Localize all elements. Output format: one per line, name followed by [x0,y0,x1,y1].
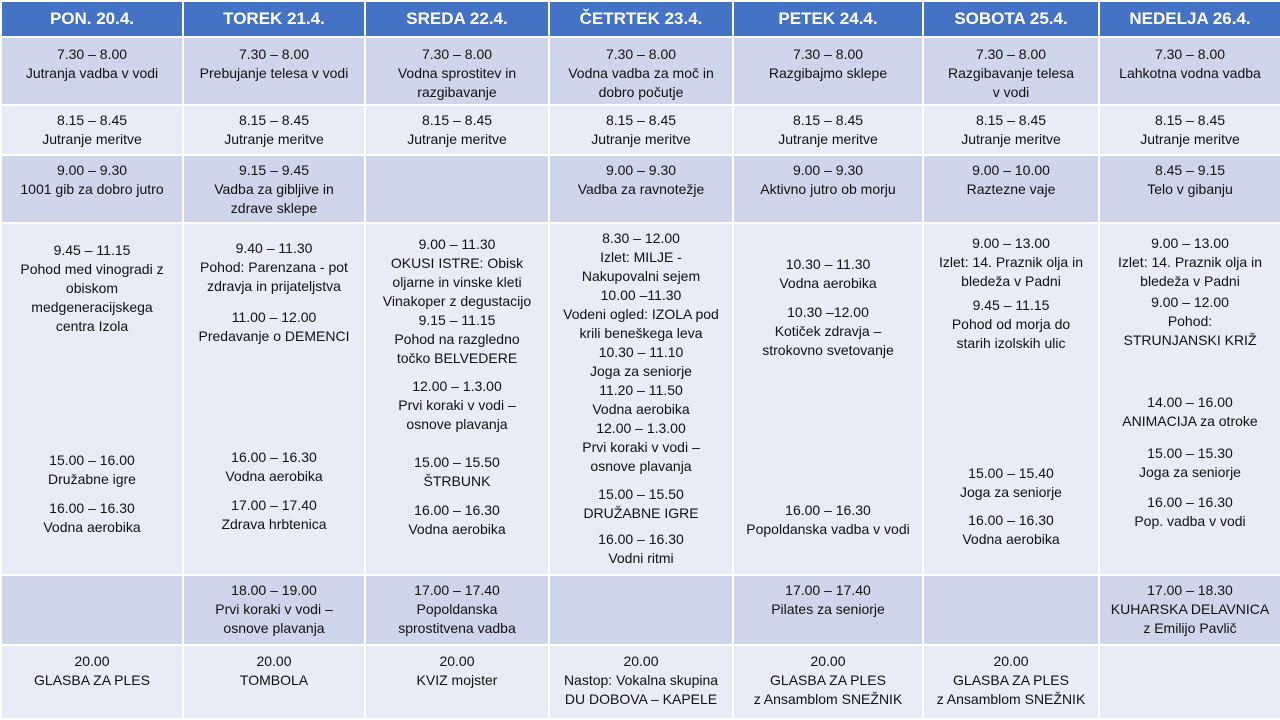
schedule-cell [1099,37,1280,105]
schedule-cell [549,37,733,105]
schedule-event [2,45,182,83]
schedule-cell [365,37,549,105]
event-time: 16.00 – 16.30 [231,449,317,465]
schedule-cell [183,223,365,575]
schedule-event [924,464,1098,502]
schedule-event [1100,444,1280,482]
event-time: 7.30 – 8.00 [975,46,1047,62]
schedule-cell [733,37,923,105]
schedule-event [550,419,732,476]
schedule-cell [365,575,549,645]
schedule-event [184,496,364,534]
schedule-cell [1099,645,1280,719]
schedule-cell [923,155,1099,223]
event-time: 9.00 – 10.00 [972,162,1050,178]
schedule-event [734,111,922,149]
event-time: 17.00 – 17.40 [414,582,500,598]
schedule-event [366,453,548,491]
schedule-event [366,45,548,102]
event-description: GLASBA ZA PLES [34,672,150,688]
event-time: 9.00 – 13.00 [1151,235,1229,251]
day-header-sunday: NEDELJA 26.4. [1099,1,1280,37]
schedule-event [734,255,922,293]
day-header-thursday: ČETRTEK 23.4. [549,1,733,37]
event-description: TOMBOLA [239,672,309,688]
event-description: Jutranja vadba v vodi [25,65,159,81]
schedule-event [184,111,364,149]
event-description: Vadba za ravnotežje [577,181,705,197]
schedule-event [1100,493,1280,531]
event-time: 15.00 – 15.50 [598,486,684,502]
event-description: z Ansamblom SNEŽNIK [753,691,903,707]
schedule-cell [183,155,365,223]
schedule-event [550,485,732,523]
event-time: 9.00 – 11.30 [418,236,496,252]
event-time: 8.45 – 9.15 [1154,162,1226,178]
event-description: OKUSI ISTRE: Obisk [390,255,524,271]
schedule-cell [183,575,365,645]
event-description: Jutranje meritve [961,131,1061,147]
event-description: obiskom [65,280,119,296]
event-description: Jutranje meritve [407,131,507,147]
event-time: 9.40 – 11.30 [235,240,313,256]
event-description: medgeneracijskega [31,299,153,315]
schedule-event [2,241,182,336]
event-description: Vinakoper z degustacijo [382,293,532,309]
event-description: Vodna aerobika [225,468,323,484]
schedule-cell [549,645,733,719]
schedule-cell [365,223,549,575]
event-time: 20.00 [993,653,1029,669]
event-time: 8.15 – 8.45 [56,112,128,128]
event-description: sprostitvena vadba [398,620,516,636]
schedule-cell [1,223,183,575]
schedule-cell [733,105,923,155]
day-header-row [1,1,1280,37]
schedule-event [550,530,732,568]
day-header-tuesday: TOREK 21.4. [183,1,365,37]
schedule-cell [1,645,183,719]
schedule-event [924,234,1098,291]
event-description: Pohod med vinogradi z [20,261,164,277]
schedule-event [2,451,182,489]
schedule-event [366,235,548,311]
schedule-event [550,111,732,149]
schedule-body [1,37,1280,719]
event-description: 1001 gib za dobro jutro [20,181,164,197]
event-description: Vodni ritmi [608,550,674,566]
schedule-cell [1099,575,1280,645]
event-description: dobro počutje [598,84,684,100]
event-time: 20.00 [623,653,659,669]
schedule-cell [923,645,1099,719]
event-time: 9.00 – 9.30 [605,162,677,178]
schedule-event [366,581,548,638]
schedule-event [366,311,548,368]
event-time: 8.15 – 8.45 [421,112,493,128]
day-header-saturday: SOBOTA 25.4. [923,1,1099,37]
event-description: Vodna aerobika [43,519,141,535]
schedule-event [1100,293,1280,350]
schedule-row [1,645,1280,719]
schedule-event [184,652,364,690]
schedule-cell [1099,105,1280,155]
event-description: osnove plavanja [223,620,325,636]
schedule-event [924,45,1098,102]
event-time: 15.00 – 15.50 [414,454,500,470]
event-description: Vodna vadba za moč in [568,65,714,81]
event-time: 20.00 [74,653,110,669]
schedule-event [550,381,732,419]
event-time: 18.00 – 19.00 [231,582,317,598]
schedule-row [1,223,1280,575]
schedule-event [366,111,548,149]
schedule-row [1,37,1280,105]
schedule-event [734,652,922,709]
schedule-event [1100,45,1280,83]
event-time: 15.00 – 15.40 [968,465,1054,481]
schedule-event [184,161,364,218]
event-time: 16.00 – 16.30 [1147,494,1233,510]
event-description: Telo v gibanju [1147,181,1233,197]
schedule-event [550,343,732,381]
schedule-event [184,448,364,486]
event-description: zdravja in prijateljstva [207,278,341,294]
event-description: Vodeni ogled: IZOLA pod [563,306,719,322]
event-description: Jutranje meritve [591,131,691,147]
event-description: Izlet: MILJE - [600,249,682,265]
event-time: 9.00 – 13.00 [972,235,1050,251]
event-description: Popoldanska [416,601,498,617]
event-description: ANIMACIJA za otroke [1122,413,1258,429]
schedule-cell [1,37,183,105]
event-description: v vodi [992,84,1030,100]
schedule-event [734,45,922,83]
event-description: Predavanje o DEMENCI [198,328,350,344]
schedule-event [734,501,922,539]
event-description: DRUŽABNE IGRE [583,505,699,521]
day-header-monday: PON. 20.4. [1,1,183,37]
schedule-event [924,652,1098,709]
schedule-event [2,161,182,199]
event-description: Vodna aerobika [592,401,690,417]
event-description: Kotiček zdravja – [774,323,882,339]
event-description: Raztezne vaje [966,181,1056,197]
schedule-event [734,303,922,360]
event-time: 16.00 – 16.30 [785,502,871,518]
event-time: 10.00 –11.30 [600,287,682,303]
schedule-row [1,575,1280,645]
event-description: Prvi koraki v vodi – [398,397,516,413]
schedule-event [924,511,1098,549]
schedule-event [1100,111,1280,149]
event-description: Vodna aerobika [408,521,506,537]
schedule-cell [733,575,923,645]
schedule-event [550,652,732,709]
event-time: 8.15 – 8.45 [238,112,310,128]
event-time: 10.30 –12.00 [787,304,869,320]
schedule-cell [733,645,923,719]
schedule-cell [183,37,365,105]
event-description: osnove plavanja [590,458,692,474]
event-description: Pohod na razgledno [394,331,520,347]
schedule-event [734,581,922,619]
schedule-event [924,161,1098,199]
event-description: oljarne in vinske kleti [392,274,522,290]
event-time: 10.30 – 11.10 [598,344,684,360]
schedule-cell [1099,155,1280,223]
event-description: Jutranje meritve [1140,131,1240,147]
schedule-cell [183,105,365,155]
schedule-cell [183,645,365,719]
event-time: 11.00 – 12.00 [231,309,317,325]
event-time: 7.30 – 8.00 [421,46,493,62]
event-description: GLASBA ZA PLES [770,672,886,688]
event-description: starih izolskih ulic [956,335,1066,351]
event-time: 7.30 – 8.00 [1154,46,1226,62]
event-description: Družabne igre [48,471,136,487]
event-description: DU DOBOVA – KAPELE [564,691,718,707]
event-description: Pop. vadba v vodi [1134,513,1246,529]
event-time: 16.00 – 16.30 [49,500,135,516]
event-description: razgibavanje [417,84,497,100]
event-time: 7.30 – 8.00 [56,46,128,62]
event-description: ŠTRBUNK [423,473,491,489]
event-description: krili beneškega leva [579,325,703,341]
schedule-cell [1099,223,1280,575]
event-description: Vodna aerobika [779,275,877,291]
event-time: 8.15 – 8.45 [792,112,864,128]
event-description: Prebujanje telesa v vodi [199,65,349,81]
event-description: Pohod: [1167,313,1213,329]
event-time: 8.15 – 8.45 [1154,112,1226,128]
event-description: bledeža v Padni [1140,273,1240,289]
event-description: KVIZ mojster [416,672,498,688]
day-header-wednesday: SREDA 22.4. [365,1,549,37]
schedule-cell [1,575,183,645]
event-time: 16.00 – 16.30 [968,512,1054,528]
event-time: 7.30 – 8.00 [605,46,677,62]
event-time: 15.00 – 15.30 [1147,445,1233,461]
schedule-cell [733,223,923,575]
event-description: točko BELVEDERE [396,350,518,366]
schedule-event [550,286,732,343]
event-description: Nakupovalni sejem [581,268,701,284]
schedule-cell [549,575,733,645]
event-description: Izlet: 14. Praznik olja in [939,254,1083,270]
event-time: 9.00 – 12.00 [1151,294,1229,310]
schedule-event [366,501,548,539]
event-time: 16.00 – 16.30 [414,502,500,518]
event-time: 9.45 – 11.15 [972,297,1050,313]
schedule-cell [923,105,1099,155]
event-description: strokovno svetovanje [762,342,894,358]
event-description: centra Izola [55,318,129,334]
event-description: Aktivno jutro ob morju [760,181,896,197]
event-description: osnove plavanja [406,416,508,432]
event-time: 20.00 [256,653,292,669]
schedule-event [184,239,364,296]
event-description: zdrave sklepe [230,200,318,216]
schedule-event [1100,393,1280,431]
event-description: Izlet: 14. Praznik olja in [1118,254,1262,270]
schedule-cell [733,155,923,223]
event-description: Zdrava hrbtenica [221,516,327,532]
event-time: 7.30 – 8.00 [792,46,864,62]
schedule-cell [923,575,1099,645]
schedule-event [2,111,182,149]
schedule-event [2,652,182,690]
event-time: 7.30 – 8.00 [238,46,310,62]
event-time: 8.15 – 8.45 [975,112,1047,128]
schedule-event [2,499,182,537]
schedule-row [1,155,1280,223]
schedule-cell [549,223,733,575]
event-description: Jutranje meritve [778,131,878,147]
schedule-event [550,45,732,102]
schedule-cell [549,105,733,155]
event-time: 15.00 – 16.00 [49,452,135,468]
schedule-event [1100,161,1280,199]
event-description: Jutranje meritve [224,131,324,147]
event-time: 8.15 – 8.45 [605,112,677,128]
event-time: 17.00 – 17.40 [785,582,871,598]
event-description: Jutranje meritve [42,131,142,147]
event-time: 9.00 – 9.30 [792,162,864,178]
event-time: 11.20 – 11.50 [599,382,683,398]
event-time: 16.00 – 16.30 [598,531,684,547]
event-time: 9.45 – 11.15 [53,242,131,258]
schedule-event [1100,234,1280,291]
event-description: Pilates za seniorje [771,601,885,617]
event-description: KUHARSKA DELAVNICA [1110,601,1270,617]
schedule-event [184,45,364,83]
event-description: Pohod: Parenzana - pot [200,259,348,275]
event-description: Razgibavanje telesa [947,65,1075,81]
event-description: Joga za seniorje [1139,464,1241,480]
schedule-row [1,105,1280,155]
event-description: z Ansamblom SNEŽNIK [936,691,1086,707]
event-description: Joga za seniorje [960,484,1062,500]
event-description: Vadba za gibljive in [214,181,334,197]
schedule-event [184,308,364,346]
schedule-event [550,161,732,199]
event-description: Popoldanska vadba v vodi [746,521,910,537]
schedule-event [184,581,364,638]
schedule-event [366,652,548,690]
schedule-cell [923,223,1099,575]
event-time: 9.15 – 11.15 [418,312,496,328]
schedule-cell [923,37,1099,105]
schedule-event [734,161,922,199]
event-description: Prvi koraki v vodi – [215,601,333,617]
event-time: 9.00 – 9.30 [56,162,128,178]
event-time: 20.00 [810,653,846,669]
event-description: Nastop: Vokalna skupina [563,672,719,688]
event-description: Lahkotna vodna vadba [1119,65,1261,81]
event-description: z Emilijo Pavlič [1143,620,1237,636]
event-time: 10.30 – 11.30 [785,256,871,272]
event-time: 14.00 – 16.00 [1147,394,1233,410]
event-description: STRUNJANSKI KRIŽ [1123,332,1257,348]
event-time: 9.15 – 9.45 [238,162,310,178]
event-description: Vodna aerobika [962,531,1060,547]
schedule-event [1100,581,1280,638]
schedule-event [924,296,1098,353]
event-time: 8.30 – 12.00 [602,230,680,246]
schedule-event [550,229,732,286]
schedule-event [924,111,1098,149]
event-time: 17.00 – 17.40 [231,497,317,513]
schedule-cell [365,645,549,719]
event-description: Pohod od morja do [951,316,1071,332]
event-description: Razgibajmo sklepe [768,65,888,81]
event-description: bledeža v Padni [961,273,1061,289]
schedule-cell [549,155,733,223]
event-description: Vodna sprostitev in [397,65,517,81]
event-time: 12.00 – 1.3.00 [596,420,686,436]
event-description: Joga za seniorje [590,363,692,379]
day-header-friday: PETEK 24.4. [733,1,923,37]
schedule-event [366,377,548,434]
schedule-cell [365,105,549,155]
event-time: 20.00 [439,653,475,669]
schedule-cell [1,105,183,155]
event-description: Prvi koraki v vodi – [582,439,700,455]
schedule-cell [1,155,183,223]
event-description: GLASBA ZA PLES [953,672,1069,688]
schedule-cell [365,155,549,223]
event-time: 12.00 – 1.3.00 [412,378,502,394]
event-time: 17.00 – 18.30 [1147,582,1233,598]
